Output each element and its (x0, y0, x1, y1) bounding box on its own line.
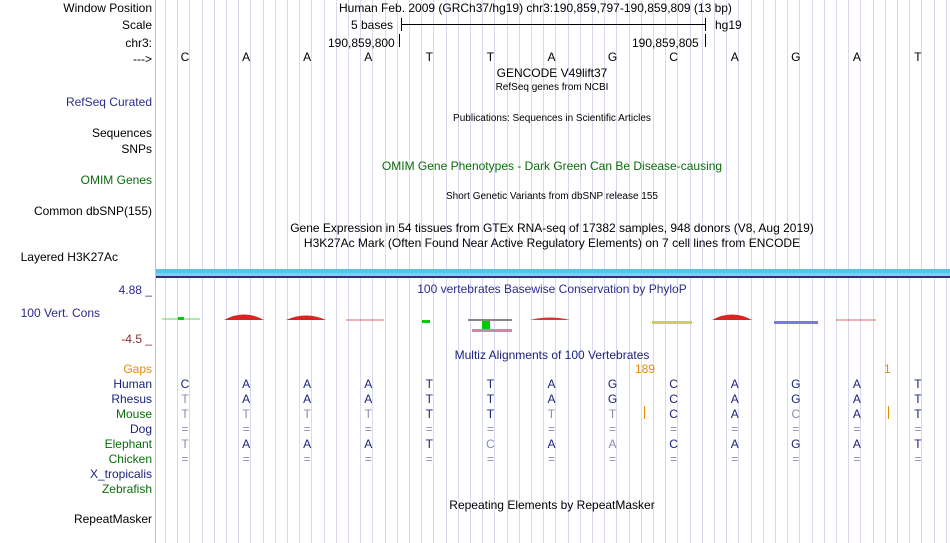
species-label[interactable]: Human (113, 377, 152, 391)
sequence-base: T (425, 50, 433, 64)
alignment-base: C (669, 437, 678, 452)
sequence-base: T (914, 50, 922, 64)
alignment-base: = (792, 452, 800, 467)
gap-count-2: 1 (884, 362, 891, 376)
omim-title: OMIM Gene Phenotypes - Dark Green Can Be Disease-causing (381, 159, 723, 173)
alignment-base: G (607, 377, 618, 391)
alignment-base: A (364, 377, 373, 391)
coord-left-tick (399, 34, 400, 47)
phylop-signal (156, 305, 950, 337)
alignment-base: = (303, 452, 311, 467)
alignment-base: T (425, 437, 433, 452)
alignment-base: C (669, 392, 678, 407)
species-label[interactable]: Elephant (104, 437, 152, 452)
strand-label[interactable]: ---> (133, 52, 152, 66)
alignment-base: T (242, 407, 250, 422)
sequence-base: A (852, 50, 861, 64)
alignment-base: C (791, 407, 801, 422)
scale-bar (401, 24, 706, 25)
alignment-base: T (486, 377, 495, 391)
alignment-base: T (914, 377, 922, 391)
assembly-label: hg19 (715, 18, 742, 32)
h3k27ac-signal-base (156, 276, 950, 278)
alignment-base: A (852, 377, 861, 391)
alignment-base: = (486, 422, 494, 437)
scale-text: 5 bases (351, 18, 394, 32)
alignment-base: A (242, 437, 251, 452)
alignment-base: = (547, 422, 555, 437)
snps-label[interactable]: SNPs (121, 142, 152, 156)
alignment-base: A (852, 437, 861, 452)
gencode-title[interactable]: GENCODE V49lift37 (496, 66, 608, 80)
species-label[interactable]: Zebrafish (101, 482, 152, 497)
alignment-base: = (853, 422, 861, 437)
alignment-base: = (425, 422, 433, 437)
alignment-base: C (180, 377, 190, 391)
publications-title: Publications: Sequences in Scientific Articles (453, 113, 651, 124)
alignment-base: A (547, 437, 556, 452)
phylop-title: 100 vertebrates Basewise Conservation by PhyloP (417, 282, 687, 296)
position-text: Human Feb. 2009 (GRCh37/hg19) chr3:190,859,797-190,859,809 (13 bp) (339, 1, 732, 15)
h3k27ac-title: H3K27Ac Mark (Often Found Near Active Regulatory Elements) on 7 cell lines from ENCODE (303, 236, 801, 250)
alignment-base: T (486, 407, 495, 422)
alignment-base: = (364, 422, 372, 437)
alignment-base: G (791, 392, 801, 407)
alignment-base: = (670, 452, 678, 467)
species-label[interactable]: Chicken (108, 452, 152, 467)
alignment-base: = (609, 452, 617, 467)
alignment-base: A (303, 377, 312, 391)
alignment-base: C (486, 437, 495, 452)
alignment-base: T (425, 392, 433, 407)
alignment-base: = (364, 452, 372, 467)
species-label[interactable]: X_tropicalis (89, 467, 152, 482)
multiz-title: Multiz Alignments of 100 Vertebrates (454, 348, 650, 362)
coord-left: 190,859,800 (328, 36, 395, 50)
alignment-base: = (181, 422, 189, 437)
gtex-title: Gene Expression in 54 tissues from GTEx RNA-seq of 17382 samples, 948 donors (V8, Aug 2019) (290, 221, 814, 235)
alignment-base: G (791, 437, 801, 452)
alignment-base: T (181, 392, 189, 407)
cons-min-label: -4.5 _ (121, 332, 152, 346)
scale-bar-right-tick (705, 18, 706, 31)
alignment-base: G (791, 377, 801, 391)
omim-label[interactable]: OMIM Genes (80, 173, 152, 187)
scale-bar-left-tick (401, 18, 402, 31)
coord-right-tick (705, 34, 706, 47)
alignment-base: = (670, 422, 678, 437)
alignment-base: T (364, 407, 372, 422)
scale-label: Scale (121, 18, 152, 32)
alignment-base: = (181, 452, 189, 467)
cons-label[interactable]: 100 Vert. Cons (20, 306, 100, 320)
alignment-base: = (242, 422, 250, 437)
alignment-base: = (609, 422, 617, 437)
dbsnp-label[interactable]: Common dbSNP(155) (33, 204, 152, 218)
alignment-base: A (730, 392, 739, 407)
species-label[interactable]: Rhesus (111, 392, 152, 407)
alignment-base: T (914, 437, 922, 452)
alignment-base: T (425, 377, 433, 391)
sequence-base: C (180, 50, 190, 64)
sequence-base: A (730, 50, 739, 64)
alignment-base: = (731, 452, 739, 467)
sequence-base: A (364, 50, 373, 64)
sequence-base: G (607, 50, 618, 64)
alignment-base: = (303, 422, 311, 437)
sequence-base: A (303, 50, 312, 64)
refseq-label[interactable]: RefSeq Curated (65, 95, 152, 109)
alignment-base: A (547, 392, 556, 407)
sequence-base: A (242, 50, 251, 64)
alignment-base: C (669, 407, 678, 422)
alignment-base: T (181, 437, 189, 452)
alignment-base: T (914, 392, 922, 407)
alignment-base: A (730, 437, 739, 452)
alignment-base: A (852, 407, 861, 422)
alignment-base: = (425, 452, 433, 467)
sequences-label[interactable]: Sequences (91, 126, 152, 140)
alignment-base: A (303, 437, 312, 452)
alignment-base: A (364, 392, 373, 407)
alignment-base: A (242, 392, 251, 407)
alignment-base: = (914, 452, 922, 467)
alignment-base: = (914, 422, 922, 437)
chrom-label: chr3: (125, 36, 152, 50)
alignment-base: C (669, 377, 678, 391)
window-position-label: Window Position (63, 1, 152, 15)
repeatmasker-title: Repeating Elements by RepeatMasker (449, 498, 655, 512)
alignment-base: A (547, 377, 556, 391)
sequence-base: A (547, 50, 556, 64)
alignment-base: T (303, 407, 311, 422)
refseq-subtitle: RefSeq genes from NCBI (495, 82, 609, 93)
alignment-base: = (792, 422, 800, 437)
alignment-base: A (852, 392, 861, 407)
coord-right: 190,859,805 (632, 36, 699, 50)
repeatmasker-label[interactable]: RepeatMasker (73, 512, 152, 526)
gaps-label: Gaps (123, 362, 152, 376)
alignment-base: A (608, 437, 617, 452)
alignment-base: = (547, 452, 555, 467)
alignment-base: A (730, 407, 739, 422)
alignment-base: T (914, 407, 922, 422)
alignment-base: = (853, 452, 861, 467)
alignment-base: T (425, 407, 433, 422)
sequence-base: T (486, 50, 495, 64)
sequence-base: G (791, 50, 801, 64)
alignment-base: T (486, 392, 495, 407)
alignment-base: = (242, 452, 250, 467)
alignment-base: = (731, 422, 739, 437)
cons-max-label: 4.88 _ (118, 283, 152, 297)
alignment-base: T (608, 407, 617, 422)
alignment-base: = (486, 452, 494, 467)
sequence-base: C (669, 50, 678, 64)
alignment-base: T (181, 407, 189, 422)
species-label[interactable]: Dog (129, 422, 152, 437)
alignment-base: A (303, 392, 312, 407)
alignment-base: T (547, 407, 556, 422)
alignment-base: A (242, 377, 251, 391)
h3k27ac-label[interactable]: Layered H3K27Ac (20, 250, 118, 264)
dbsnp-title: Short Genetic Variants from dbSNP release 155 (446, 191, 658, 202)
mouse-insertion-2 (888, 406, 889, 419)
species-label[interactable]: Mouse (115, 407, 152, 422)
alignment-base: A (730, 377, 739, 391)
alignment-base: G (607, 392, 618, 407)
gap-count-1: 189 (635, 362, 656, 376)
alignment-base: A (364, 437, 373, 452)
mouse-insertion-1 (644, 406, 645, 419)
